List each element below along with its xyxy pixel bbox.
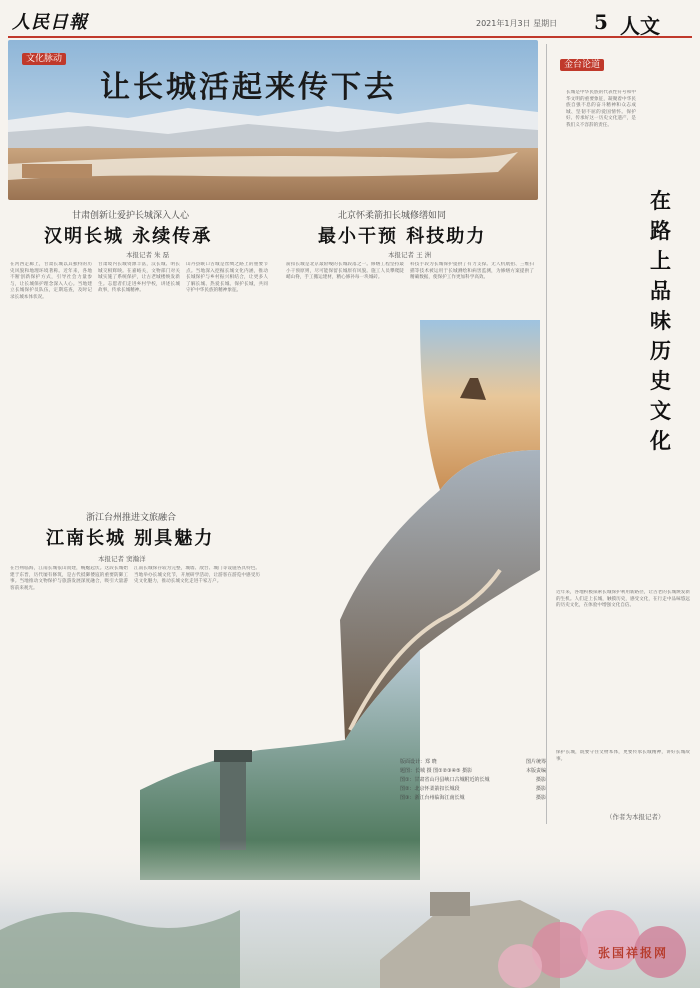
article-2-kicker: 北京怀柔箭扣长城修缮如同: [338, 211, 447, 221]
article-1-column: 甘肃境内长城资源丰富，汉长城、明长城交相辉映。在嘉峪关，文物部门对关城实施了系统保护，让古老城楼焕发新生。志愿者们走进乡村学校，讲述长城故事，传承长城精神。: [98, 262, 180, 294]
banner-title: 让长城活起来传下去: [100, 70, 397, 105]
right-column-title: 在路上品味历史文化: [650, 188, 671, 453]
article-2-column: 科技手段为长城保护提供了有力支撑。无人机航拍、三维扫描等技术被运用于长城测绘和病害监测，为修缮方案提供了精确数据，使保护工作更加科学高效。: [410, 262, 534, 281]
credit-line: 图③：浙江台州临海江南长城: [400, 795, 465, 801]
article-1-column: 山丹县峡口古城是丝绸之路上的重要节点。当地深入挖掘长城文化内涵，推动长城保护与乡村振兴相结合，让更多人了解长城、热爱长城、保护长城，共同守护中华民族的精神象征。: [186, 262, 268, 294]
article-1-headline: 汉明长城 永续传承: [44, 226, 213, 247]
article-1-column: 在河西走廊上，甘肃长城以其独特的历史风貌和地理环境著称。近年来，各地不断创新保护方式，引导社会力量参与，让长城保护理念深入人心。当地建立长城保护员队伍，定期巡查，及时记录长城本体状况。: [10, 262, 92, 300]
article-2-byline: 本报记者 王 洲: [388, 251, 432, 259]
credit-line: 图②：北京怀柔箭扣长城段: [400, 786, 460, 792]
article-2-column: 箭扣长城是北京最险峻的长城段落之一。修缮工程坚持最小干预原则，尽可能保留长城原有风貌。施工人员攀爬陡峭山脊，手工搬运建材，精心修补每一块城砖。: [286, 262, 404, 281]
credit-role: 摄影: [535, 786, 546, 792]
credits-role-block: [508, 758, 546, 803]
credit-role: 本版责编: [525, 768, 546, 774]
article-3-byline: 本报记者 窦瀚洋: [98, 555, 146, 563]
article-3-column: 江南长城保存较为完整，城墙、敌台、城门等设施各具特色。当地举办长城文化节，开展研学活动，让游客在游览中感受历史文化魅力，推动长城文化走进千家万户。: [134, 566, 260, 585]
page-number: 5: [594, 10, 608, 34]
article-3-kicker: 浙江台州推进文旅融合: [86, 513, 177, 523]
masthead: [8, 6, 692, 38]
credit-role: 图片统筹: [525, 759, 546, 765]
bottom-landscape-illustration: [0, 840, 700, 988]
credit-role: 摄影: [535, 777, 546, 783]
newspaper-logo: 人民日報: [12, 12, 88, 33]
article-3-headline: 江南长城 别具魅力: [46, 528, 215, 549]
article-1-byline: 本报记者 朱 磊: [126, 251, 170, 259]
credit-line: 版面设计：郑 晓: [400, 759, 437, 765]
right-column-body: 保护长城，既要守住文物本体，更要传承长城精神，讲好长城故事。: [556, 750, 690, 762]
column-divider: [546, 44, 547, 824]
section-name: 人文: [620, 14, 660, 38]
credit-role: 摄影: [535, 795, 546, 801]
right-column-author: （作者为本报记者）: [606, 813, 665, 821]
banner-tag: 文化脉动: [22, 46, 66, 65]
right-column-body: 近年来，各地积极探索长城保护利用新路径，让古老的长城焕发新的生机。人们走上长城，触摸历史，感受文化，在行走中品味悠远的历史文化，在体验中增强文化自信。: [556, 590, 690, 609]
article-1-kicker: 甘肃创新让爱护长城深入人心: [72, 211, 190, 221]
right-column-body: 长城是中华民族的代表性符号和中华文明的重要象征，凝聚着中华民族自强不息的奋斗精神和众志成城、坚韧不屈的爱国情怀。保护好、传承好这一历史文化遗产，是我们义不容辞的责任。: [566, 90, 636, 128]
credit-line: 题图：长城 摄 图①②③④⑤ 摄影: [400, 768, 473, 774]
watermark-text: 张国祥报网: [598, 946, 669, 960]
article-3-column: 在台州临海，江南长城依山而建，蜿蜒起伏。这段长城始建于东晋，历代屡有修筑，是古代抵御倭寇的重要防御工事。当地推动文物保护与旅游发展深度融合，吸引大量游客前来观光。: [10, 566, 128, 591]
article-2-headline: 最小干预 科技助力: [318, 226, 487, 247]
credit-line: 图①：甘肃省山丹县峡口古城附近的长城: [400, 777, 490, 783]
right-column-tag: 金台论道: [560, 52, 604, 71]
issue-date: 2021年1月3日 星期日: [476, 19, 558, 28]
